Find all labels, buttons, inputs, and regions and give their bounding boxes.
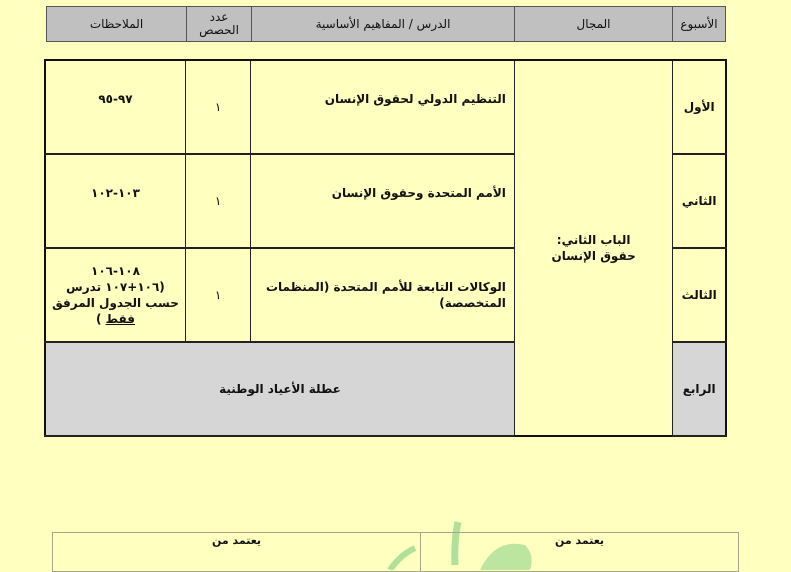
approval-table xyxy=(52,532,739,572)
notes-cell: ١٠٣-١٠٢ xyxy=(45,154,185,248)
header-count xyxy=(187,7,252,42)
notes-cell xyxy=(45,248,185,342)
count-cell: ١ xyxy=(185,154,250,248)
notes-underlined: فقط xyxy=(105,312,135,326)
header-week: الأسبوع xyxy=(673,7,726,42)
header-count-line2: الحصص xyxy=(199,23,239,37)
header-row xyxy=(47,7,726,42)
approval-right: يعتمد من xyxy=(421,533,739,572)
header-lesson: الدرس / المفاهيم الأساسية xyxy=(252,7,515,42)
notes-paren: ) xyxy=(95,312,106,326)
lesson-cell: التنظيم الدولي لحقوق الإنسان xyxy=(251,60,515,154)
schedule-table xyxy=(44,59,727,437)
header-notes: الملاحظات xyxy=(47,7,187,42)
domain-line1: الباب الثاني: xyxy=(556,233,631,247)
table-row xyxy=(45,60,726,154)
notes-line: حسب الجدول المرفق xyxy=(52,296,179,310)
week-cell: الثالث xyxy=(673,248,726,342)
header-domain: المجال xyxy=(515,7,673,42)
notes-line xyxy=(50,311,181,327)
header-count-line1: عدد xyxy=(209,10,229,24)
lesson-cell: الأمم المتحدة وحقوق الإنسان xyxy=(251,154,515,248)
week-cell: الثاني xyxy=(673,154,726,248)
domain-cell xyxy=(514,60,672,436)
approval-left: يعتمد من xyxy=(53,533,421,572)
count-cell: ١ xyxy=(185,60,250,154)
count-cell: ١ xyxy=(185,248,250,342)
domain-line2: حقوق الإنسان xyxy=(551,249,636,263)
week-cell: الرابع xyxy=(673,342,726,436)
holiday-cell: عطلة الأعياد الوطنية xyxy=(45,342,514,436)
lesson-cell: الوكالات التابعة للأمم المتحدة (المنظمات المتخصصة) xyxy=(251,248,515,342)
header-table xyxy=(46,6,726,42)
approval-row xyxy=(53,533,739,572)
notes-cell: ٩٧-٩٥ xyxy=(45,60,185,154)
week-cell: الأول xyxy=(673,60,726,154)
notes-line: (١٠٦+١٠٧ تدرس xyxy=(66,280,165,294)
notes-line: ١٠٨-١٠٦ xyxy=(91,264,140,278)
